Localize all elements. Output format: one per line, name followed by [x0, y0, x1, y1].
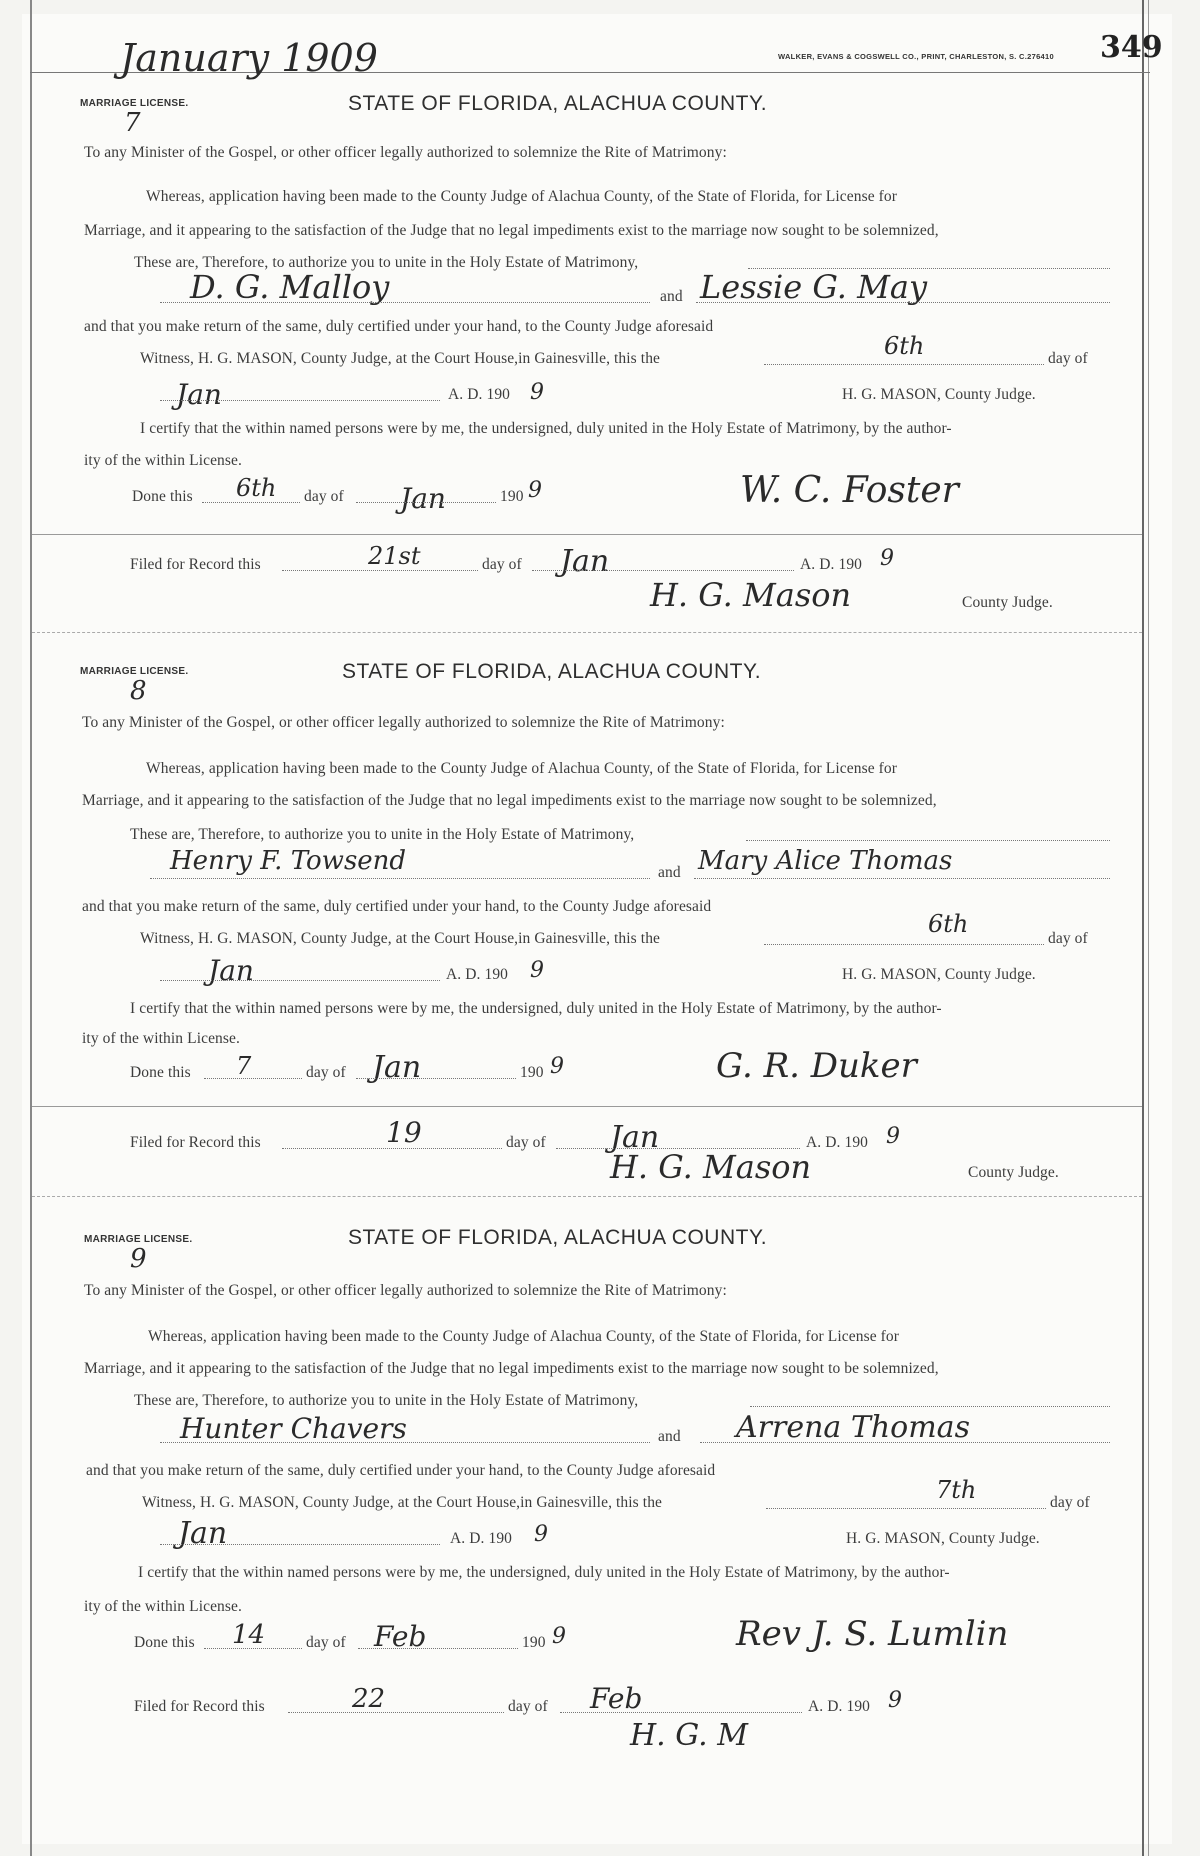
- license-label: MARRIAGE LICENSE.: [80, 98, 189, 109]
- section-rule: [32, 1106, 1142, 1107]
- witness-line: Witness, H. G. MASON, County Judge, at the Court House,in Gainesville, this the: [142, 1494, 663, 1511]
- fill-line: [204, 1648, 302, 1649]
- license-label: MARRIAGE LICENSE.: [80, 666, 189, 677]
- whereas-line-2: Marriage, and it appearing to the satisfaction of the Judge that no legal impediments exist to the marriage now sought to be solemnized,: [82, 792, 937, 809]
- return-line: and that you make return of the same, duly certified under your hand, to the County Judge aforesaid: [84, 318, 714, 335]
- fill-line: [696, 302, 1110, 303]
- day-of-label: day of: [508, 1698, 548, 1715]
- fill-line: [202, 502, 300, 503]
- license-number: 8: [130, 676, 147, 706]
- county-judge-label: County Judge.: [968, 1164, 1059, 1181]
- witness-month: Jan: [176, 378, 222, 411]
- officiant-signature: Rev J. S. Lumlin: [736, 1614, 1009, 1654]
- to-line: To any Minister of the Gospel, or other officer legally authorized to solemnize the Rite of Matrimony:: [82, 714, 725, 731]
- filed-year: 9: [880, 546, 894, 571]
- day-of-label: day of: [506, 1134, 546, 1151]
- certify-line-2: ity of the within License.: [82, 1030, 240, 1047]
- day-of-label: day of: [1048, 930, 1088, 947]
- done-day: 14: [232, 1620, 266, 1650]
- bride-name: Lessie G. May: [700, 268, 928, 306]
- done-this-label: Done this: [134, 1634, 195, 1651]
- county-judge-label: County Judge.: [962, 594, 1053, 611]
- and-label: and: [660, 288, 683, 305]
- license-number: 7: [124, 108, 141, 138]
- these-are-line: These are, Therefore, to authorize you to unite in the Holy Estate of Matrimony,: [130, 826, 635, 843]
- fill-line: [532, 570, 794, 571]
- whereas-line-2: Marriage, and it appearing to the satisfaction of the Judge that no legal impediments exist to the marriage now sought to be solemnized,: [84, 222, 939, 239]
- witness-day: 6th: [928, 910, 969, 938]
- witness-year: 9: [530, 958, 544, 983]
- fill-line: [160, 1442, 650, 1443]
- officiant-signature: W. C. Foster: [740, 470, 959, 511]
- witness-day: 6th: [884, 332, 925, 360]
- ad-label: A. D. 190: [806, 1134, 869, 1151]
- fill-line: [204, 1078, 302, 1079]
- fill-line: [560, 1712, 802, 1713]
- filed-judge-signature: H. G. Mason: [650, 576, 852, 614]
- state-title: STATE OF FLORIDA, ALACHUA COUNTY.: [348, 92, 768, 115]
- fill-line: [356, 1078, 516, 1079]
- certify-line-2: ity of the within License.: [84, 452, 242, 469]
- certify-line-1: I certify that the within named persons were by me, the undersigned, duly united in the Holy Estate of Matrimony, by the author-: [140, 420, 952, 437]
- license-number: 9: [130, 1244, 147, 1274]
- record-separator: [32, 632, 1142, 633]
- filed-label: Filed for Record this: [130, 556, 261, 573]
- filed-month: Jan: [560, 544, 610, 579]
- fill-line: [160, 400, 440, 401]
- these-are-line: These are, Therefore, to authorize you to unite in the Holy Estate of Matrimony,: [134, 1392, 639, 1409]
- bride-name: Mary Alice Thomas: [698, 846, 953, 876]
- witness-year: 9: [530, 380, 544, 405]
- filed-year: 9: [888, 1688, 902, 1713]
- page-number: 349: [1100, 30, 1163, 65]
- fill-line: [764, 944, 1044, 945]
- done-month: Feb: [374, 1620, 427, 1653]
- done-year: 9: [528, 478, 542, 503]
- officiant-signature: G. R. Duker: [716, 1046, 917, 1086]
- license-label: MARRIAGE LICENSE.: [84, 1234, 193, 1245]
- certify-line-1: I certify that the within named persons were by me, the undersigned, duly united in the Holy Estate of Matrimony, by the author-: [138, 1564, 950, 1581]
- witness-month: Jan: [178, 1516, 228, 1551]
- page-border-right: [1142, 0, 1144, 1856]
- fill-line: [750, 1406, 1110, 1407]
- fill-line: [766, 1508, 1046, 1509]
- day-of-label: day of: [1050, 1494, 1090, 1511]
- whereas-line-1: Whereas, application having been made to the County Judge of Alachua County, of the State of Florida, for License for: [148, 1328, 900, 1345]
- witness-day: 7th: [936, 1476, 977, 1504]
- whereas-line-2: Marriage, and it appearing to the satisfaction of the Judge that no legal impediments exist to the marriage now sought to be solemnized,: [84, 1360, 939, 1377]
- filed-month: Feb: [590, 1682, 643, 1715]
- section-rule: [32, 534, 1142, 535]
- page-border-left: [30, 0, 32, 1856]
- and-label: and: [658, 1428, 681, 1445]
- done-year: 9: [552, 1624, 566, 1649]
- fill-line: [288, 1712, 504, 1713]
- done-month: Jan: [400, 482, 446, 515]
- done-this-label: Done this: [132, 488, 193, 505]
- fill-line: [282, 1148, 502, 1149]
- groom-name: D. G. Malloy: [190, 268, 390, 306]
- day-of-label: day of: [1048, 350, 1088, 367]
- year-label: 190: [500, 488, 524, 505]
- witness-line: Witness, H. G. MASON, County Judge, at the Court House,in Gainesville, this the: [140, 930, 661, 947]
- year-label: 190: [520, 1064, 544, 1081]
- filed-label: Filed for Record this: [130, 1134, 261, 1151]
- groom-name: Hunter Chavers: [180, 1412, 407, 1445]
- fill-line: [700, 1442, 1110, 1443]
- whereas-line-1: Whereas, application having been made to the County Judge of Alachua County, of the State of Florida, for License for: [146, 760, 898, 777]
- done-month: Jan: [372, 1050, 422, 1085]
- and-label: and: [658, 864, 681, 881]
- done-day: 7: [236, 1052, 252, 1080]
- day-of-label: day of: [482, 556, 522, 573]
- return-line: and that you make return of the same, duly certified under your hand, to the County Judge aforesaid: [86, 1462, 716, 1479]
- filed-year: 9: [886, 1124, 900, 1149]
- fill-line: [694, 878, 1110, 879]
- done-year: 9: [550, 1054, 564, 1079]
- witness-line: Witness, H. G. MASON, County Judge, at the Court House,in Gainesville, this the: [140, 350, 661, 367]
- record-separator: [32, 1196, 1142, 1197]
- ad-label: A. D. 190: [800, 556, 863, 573]
- day-of-label: day of: [304, 488, 344, 505]
- year-label: 190: [522, 1634, 546, 1651]
- bride-name: Arrena Thomas: [736, 1410, 970, 1445]
- judge-label: H. G. MASON, County Judge.: [846, 1530, 1040, 1547]
- done-this-label: Done this: [130, 1064, 191, 1081]
- filed-day: 22: [352, 1684, 386, 1714]
- whereas-line-1: Whereas, application having been made to the County Judge of Alachua County, of the State of Florida, for License for: [146, 188, 898, 205]
- judge-label: H. G. MASON, County Judge.: [842, 966, 1036, 983]
- printer-imprint: WALKER, EVANS & COGSWELL CO., PRINT, CHARLESTON, S. C.276410: [778, 52, 1054, 61]
- fill-line: [160, 1544, 440, 1545]
- return-line: and that you make return of the same, duly certified under your hand, to the County Judge aforesaid: [82, 898, 712, 915]
- judge-label: H. G. MASON, County Judge.: [842, 386, 1036, 403]
- certify-line-2: ity of the within License.: [84, 1598, 242, 1615]
- these-are-line: These are, Therefore, to authorize you to unite in the Holy Estate of Matrimony,: [134, 254, 639, 271]
- done-day: 6th: [236, 474, 277, 502]
- state-title: STATE OF FLORIDA, ALACHUA COUNTY.: [342, 660, 762, 683]
- month-heading: January 1909: [120, 36, 378, 80]
- page-border-right-inner: [1148, 0, 1149, 1856]
- filed-judge-signature: H. G. M: [630, 1718, 748, 1753]
- groom-name: Henry F. Towsend: [170, 846, 407, 876]
- witness-month: Jan: [208, 954, 254, 987]
- ad-label: A. D. 190: [448, 386, 511, 403]
- to-line: To any Minister of the Gospel, or other officer legally authorized to solemnize the Rite of Matrimony:: [84, 144, 727, 161]
- witness-year: 9: [534, 1522, 548, 1547]
- ad-label: A. D. 190: [808, 1698, 871, 1715]
- fill-line: [764, 364, 1044, 365]
- fill-line: [282, 570, 478, 571]
- fill-line: [358, 1648, 518, 1649]
- filed-day: 19: [386, 1116, 422, 1149]
- state-title: STATE OF FLORIDA, ALACHUA COUNTY.: [348, 1226, 768, 1249]
- day-of-label: day of: [306, 1064, 346, 1081]
- to-line: To any Minister of the Gospel, or other officer legally authorized to solemnize the Rite of Matrimony:: [84, 1282, 727, 1299]
- day-of-label: day of: [306, 1634, 346, 1651]
- certify-line-1: I certify that the within named persons were by me, the undersigned, duly united in the Holy Estate of Matrimony, by the author-: [130, 1000, 942, 1017]
- fill-line: [160, 980, 440, 981]
- ad-label: A. D. 190: [450, 1530, 513, 1547]
- filed-day: 21st: [368, 542, 421, 570]
- fill-line: [356, 502, 496, 503]
- filed-label: Filed for Record this: [134, 1698, 265, 1715]
- filed-judge-signature: H. G. Mason: [610, 1148, 812, 1186]
- filed-month: Jan: [610, 1120, 660, 1155]
- fill-line: [746, 840, 1110, 841]
- fill-line: [160, 302, 650, 303]
- ad-label: A. D. 190: [446, 966, 509, 983]
- fill-line: [150, 878, 650, 879]
